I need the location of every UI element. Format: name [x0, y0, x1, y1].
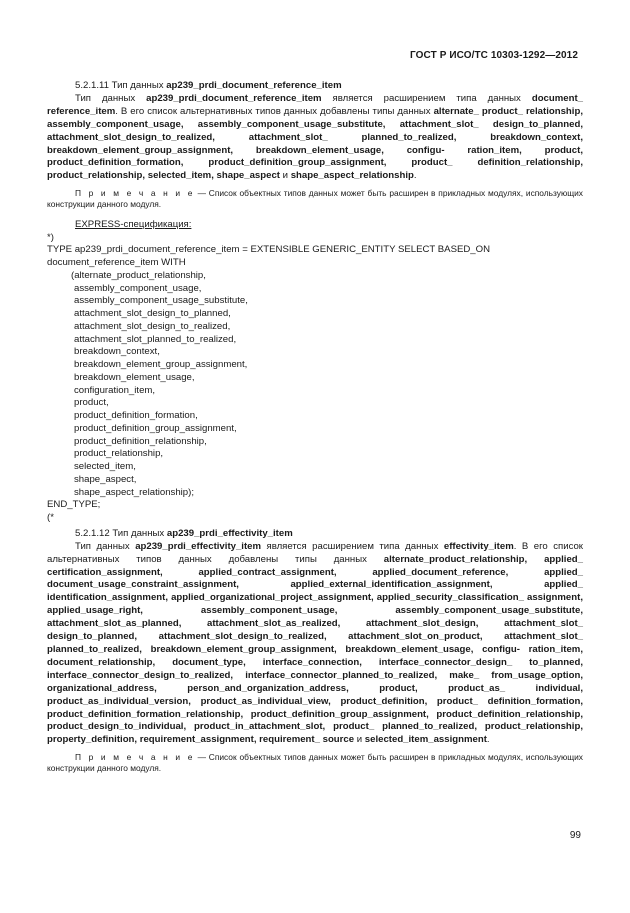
code-select-item: shape_aspect_relationship); — [74, 486, 195, 498]
code-select-item: shape_aspect, — [74, 473, 137, 485]
note-paragraph: П р и м е ч а н и е — Список объектных типов данных может быть расширен в прикладных модулях, использующих конструкции данного модуля. — [47, 188, 583, 210]
express-code-block — [47, 232, 583, 525]
code-select-item: product_definition_relationship, — [74, 435, 207, 447]
code-line-type-cont: document_reference_item WITH — [47, 257, 186, 269]
code-select-item: attachment_slot_design_to_planned, — [74, 308, 231, 320]
heading-type-name: ap239_prdi_effectivity_item — [166, 527, 293, 539]
code-select-item: product_definition_group_assignment, — [74, 422, 237, 434]
section-heading-5-2-1-12: 5.2.1.12 Тип данных ap239_prdi_effectivity_item — [75, 527, 293, 539]
code-select-item: breakdown_element_usage, — [74, 371, 195, 383]
page-number: 99 — [569, 830, 581, 841]
code-select-item: selected_item, — [74, 461, 136, 473]
section-paragraph: Тип данных ap239_prdi_document_reference_item является расширением типа данных document_ reference_item. В его список альтернативных типов данных добавлены типы данных alternate_ product_ relationship, assembly_component_usage, assembly_component_usage_substitute, attachment_slot_ design_to_planned, attachment_slot_design_to_realized, attachment_slot_ planned_to_realized, breakdown_context, breakdown_element_group_assignment, breakdown_element_usage, configu- ration_item, product, product_definition_formation, product_definition_group_assignment, product_ definition_relationship, product_relationship, selected_item, shape_aspect и shape_aspect_relationship. — [47, 92, 584, 182]
code-line-type: TYPE ap239_prdi_document_reference_item = EXTENSIBLE GENERIC_ENTITY SELECT BASED_ON — [47, 244, 491, 256]
code-select-item: assembly_component_usage, — [74, 282, 202, 294]
note-label: П р и м е ч а н и е — [75, 188, 195, 199]
note-paragraph: П р и м е ч а н и е — Список объектных типов данных может быть расширен в прикладных модулях, использующих конструкции данного модуля. — [47, 752, 583, 774]
code-select-item: (alternate_product_relationship, — [71, 269, 206, 281]
express-spec-title: EXPRESS-спецификация: — [75, 218, 192, 230]
page-header-standard-number: ГОСТ Р ИСО/ТС 10303-1292—2012 — [410, 50, 578, 61]
note-label: П р и м е ч а н и е — [75, 752, 195, 763]
code-select-item: product_relationship, — [74, 448, 164, 460]
code-select-item: assembly_component_usage_substitute, — [74, 295, 248, 307]
code-select-item: attachment_slot_design_to_realized, — [74, 320, 231, 332]
code-line-end-type: END_TYPE; — [47, 499, 101, 511]
page-content — [47, 80, 583, 775]
heading-type-name: ap239_prdi_document_reference_item — [166, 80, 342, 91]
code-select-item: configuration_item, — [74, 384, 156, 396]
code-line-close-comment: (* — [47, 512, 54, 524]
section-paragraph: Тип данных ap239_prdi_effectivity_item является расширением типа данных effectivity_item. В его список альтернативных типов данных добавлены типы данных alternate_product_relationship, applied_ certification_assignment, applied_contract_assignment, applied_document_reference, applied_ document_usage_constraint_assignment, applied_external_identification_assignment, applied_ identification_assignment, applied_organizational_project_assignment, applied_security_classification_ assignment, applied_usage_right, assembly_component_usage, assembly_component_usage_substitute, attachment_slot_as_planned, attachment_slot_as_realized, attachment_slot_design, attachment_slot_ design_to_planned, attachment_slot_design_to_realized, attachment_slot_on_product, attachment_slot_ planned_to_realized, breakdown_element_group_assignment, breakdown_element_usage, configu- ration_item, document_relationship, document_type, interface_connection, interface_connector_design_ to_planned, interface_connector_design_to_realized, interface_connector_planned_to_realized, make_ from_usage_option, organizational_address, person_and_organization_address, product, product_as_ individual, product_as_individual_version, product_as_individual_view, product_definition, product_ definition_formation, product_definition_formation_relationship, product_definition_group_assignment, product_definition_relationship, product_design_to_individual, product_in_attachment_slot, product_ planned_to_realized, product_relationship, property_definition, requirement_assignment, requirement_ source и selected_item_assignment. — [47, 540, 584, 746]
section-heading-5-2-1-11: 5.2.1.11 Тип данных ap239_prdi_document_reference_item — [75, 80, 342, 91]
code-select-item: breakdown_context, — [74, 346, 160, 358]
code-select-item: breakdown_element_group_assignment, — [74, 359, 248, 371]
code-line-open-comment: *) — [47, 231, 54, 243]
code-select-item: attachment_slot_planned_to_realized, — [74, 333, 237, 345]
code-select-item: product_definition_formation, — [74, 410, 198, 422]
code-select-item: product, — [74, 397, 109, 409]
